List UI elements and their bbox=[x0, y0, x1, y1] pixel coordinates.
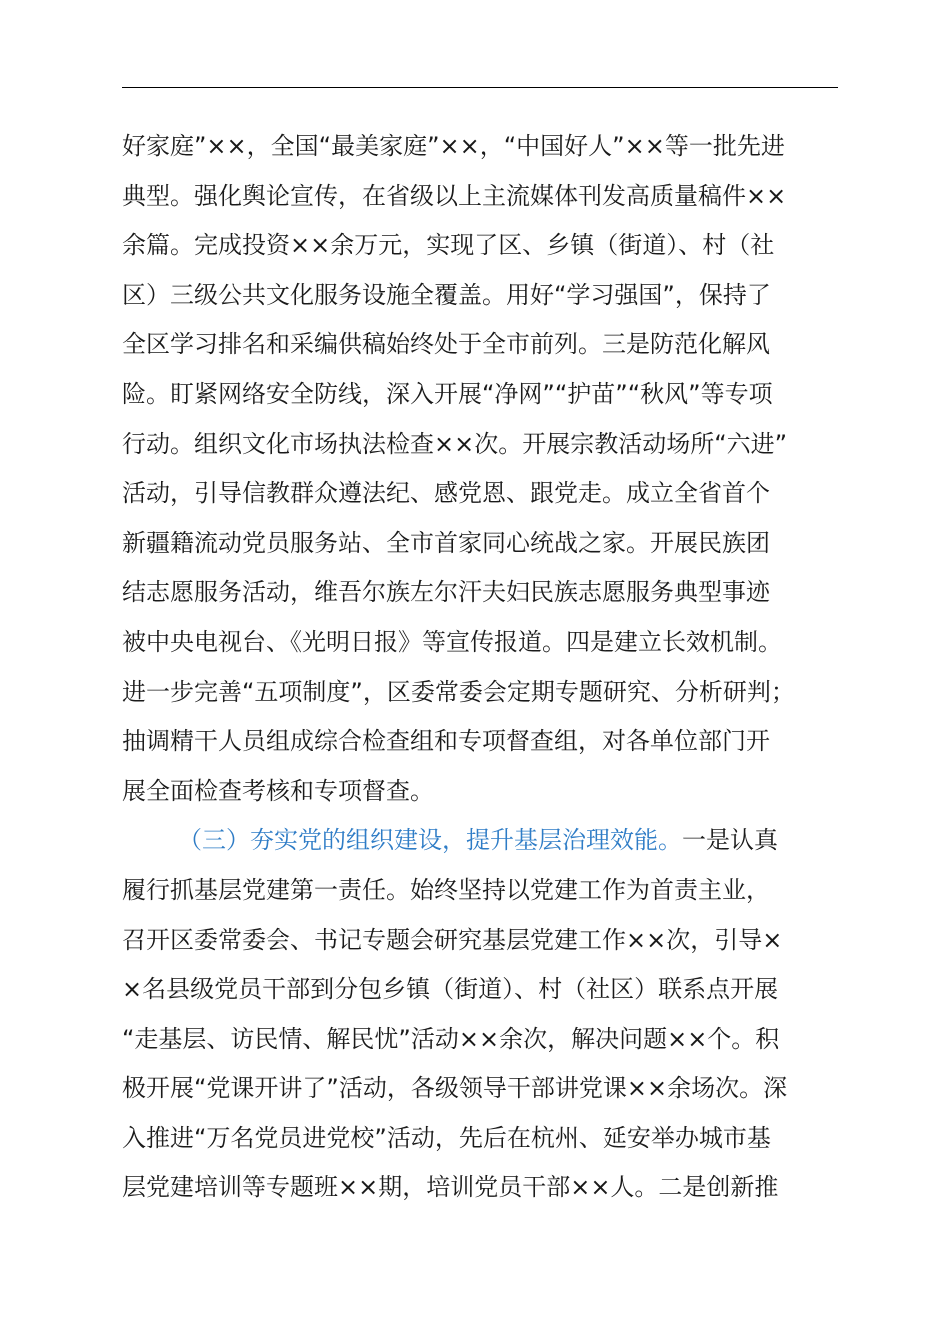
header-rule bbox=[122, 87, 838, 88]
paragraph-line: 好家庭”××，全国“最美家庭”××，“中国好人”××等一批先进 bbox=[122, 132, 785, 160]
paragraph-line: 被中央电视台、《光明日报》等宣传报道。四是建立长效机制。 bbox=[122, 627, 782, 656]
paragraph-line: 极开展“党课开讲了”活动，各级领导干部讲党课××余场次。深 bbox=[122, 1074, 788, 1103]
paragraph-line: 抽调精干人员组成综合检查组和专项督查组，对各单位部门开 bbox=[122, 727, 770, 756]
section-3-heading: （三）夯实党的组织建设，提升基层治理效能。 bbox=[178, 826, 682, 855]
paragraph-line: 典型。强化舆论宣传，在省级以上主流媒体刊发高质量稿件×× bbox=[122, 181, 787, 210]
paragraph-line: 履行抓基层党建第一责任。始终坚持以党建工作为首责主业， bbox=[122, 875, 770, 904]
paragraph-line: 行动。组织文化市场执法检查××次。开展宗教活动场所“六进” bbox=[122, 429, 788, 458]
paragraph-line: 区）三级公共文化服务设施全覆盖。用好“学习强国”，保持了 bbox=[122, 280, 771, 309]
paragraph-line: 进一步完善“五项制度”，区委常委会定期专题研究、分析研判； bbox=[122, 677, 795, 706]
paragraph-line: ×名县级党员干部到分包乡镇（街道）、村（社区）联系点开展 bbox=[122, 975, 779, 1004]
paragraph-line: 展全面检查考核和专项督查。 bbox=[122, 776, 434, 805]
paragraph-line: 全区学习排名和采编供稿始终处于全市前列。三是防范化解风 bbox=[122, 330, 770, 359]
paragraph-line: 余篇。完成投资××余万元，实现了区、乡镇（街道）、村（社 bbox=[122, 231, 775, 260]
paragraph-line: 新疆籍流动党员服务站、全市首家同心统战之家。开展民族团 bbox=[122, 528, 770, 557]
paragraph-line: 层党建培训等专题班××期，培训党员干部××人。二是创新推 bbox=[122, 1173, 779, 1202]
document-body bbox=[122, 122, 842, 1213]
paragraph-line: 险。盯紧网络安全防线，深入开展“净网”“护苗”“秋风”等专项 bbox=[122, 379, 773, 408]
paragraph-line: “走基层、访民情、解民忧”活动××余次，解决问题××个。积 bbox=[122, 1024, 780, 1053]
paragraph-line: 入推进“万名党员进党校”活动，先后在杭州、延安举办城市基 bbox=[122, 1123, 771, 1152]
section-3-first-line bbox=[122, 816, 842, 866]
paragraph-line: 活动，引导信教群众遵法纪、感党恩、跟党走。成立全省首个 bbox=[122, 479, 770, 508]
paragraph-line: 召开区委常委会、书记专题会研究基层党建工作××次，引导× bbox=[122, 925, 783, 954]
paragraph-line: 结志愿服务活动，维吾尔族左尔汗夫妇民族志愿服务典型事迹 bbox=[122, 578, 770, 607]
section-3-first-line-text: 一是认真 bbox=[682, 826, 778, 855]
